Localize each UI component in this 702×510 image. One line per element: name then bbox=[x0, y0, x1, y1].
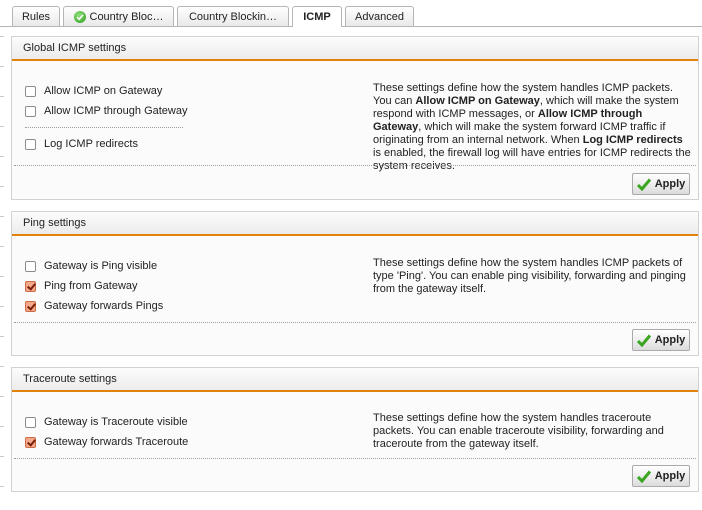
checkbox-box[interactable] bbox=[25, 301, 36, 312]
panel-header bbox=[12, 368, 698, 392]
checkbox-label: Allow ICMP through Gateway bbox=[44, 105, 188, 117]
desc-text: is enabled, the firewall log will have entries for ICMP redirects the system receives. bbox=[373, 147, 691, 172]
panel-title: Global ICMP settings bbox=[23, 42, 127, 54]
checkbox-box[interactable] bbox=[25, 417, 36, 428]
checkbox-label: Gateway is Traceroute visible bbox=[44, 416, 188, 428]
global-icmp-panel bbox=[11, 36, 699, 200]
checkbox-box[interactable] bbox=[25, 437, 36, 448]
ping-settings-panel bbox=[11, 211, 699, 356]
desc-text: , which will make the system forward ICMP traffic if originating from an internal network. When bbox=[373, 121, 666, 146]
checkbox-label: Gateway forwards Traceroute bbox=[44, 436, 189, 448]
tab-advanced[interactable] bbox=[345, 6, 414, 26]
panel-title: Ping settings bbox=[23, 217, 86, 229]
desc-text: These settings define how the system handles ICMP packets. You can bbox=[373, 82, 674, 107]
tab-label: Rules bbox=[21, 10, 51, 23]
panel-divider bbox=[14, 165, 696, 166]
tab-country-blocking-1[interactable] bbox=[63, 6, 174, 26]
ping-description: These settings define how the system handles ICMP packets of type 'Ping'. You can enable ping visibility, forwarding and pinging from the gateway itself. bbox=[373, 257, 686, 295]
tab-rules[interactable] bbox=[12, 6, 60, 26]
checkbox-box[interactable] bbox=[25, 261, 36, 272]
log-icmp-redirects-checkbox[interactable] bbox=[25, 136, 138, 152]
checkbox-label: Ping from Gateway bbox=[44, 280, 138, 292]
panel-divider bbox=[14, 322, 696, 323]
panel-title: Traceroute settings bbox=[23, 373, 117, 385]
allow-icmp-on-gateway-checkbox[interactable] bbox=[25, 83, 162, 99]
apply-label: Apply bbox=[654, 470, 686, 482]
checkbox-box[interactable] bbox=[25, 139, 36, 150]
ping-from-gateway-checkbox[interactable] bbox=[25, 278, 138, 294]
checkbox-label: Gateway is Ping visible bbox=[44, 260, 158, 272]
check-icon bbox=[74, 11, 86, 23]
tab-baseline bbox=[0, 26, 702, 27]
global-apply-button[interactable] bbox=[632, 173, 690, 195]
desc-bold-allow-through: Allow ICMP through Gateway bbox=[373, 108, 643, 133]
gateway-forwards-traceroute-checkbox[interactable] bbox=[25, 434, 188, 450]
gateway-traceroute-visible-checkbox[interactable] bbox=[25, 414, 188, 430]
tab-country-blocking-2[interactable] bbox=[177, 6, 289, 26]
gateway-ping-visible-checkbox[interactable] bbox=[25, 258, 157, 274]
green-check-icon bbox=[637, 178, 651, 191]
tab-label: Country Bloc… bbox=[89, 10, 164, 23]
checkbox-box[interactable] bbox=[25, 106, 36, 117]
checkbox-box[interactable] bbox=[25, 281, 36, 292]
green-check-icon bbox=[637, 334, 651, 347]
checkbox-box[interactable] bbox=[25, 86, 36, 97]
checkbox-label: Gateway forwards Pings bbox=[44, 300, 164, 312]
ping-apply-button[interactable] bbox=[632, 329, 690, 351]
tab-bar bbox=[0, 0, 702, 27]
desc-bold-log-redirects: Log ICMP redirects bbox=[582, 134, 683, 146]
tab-icmp[interactable] bbox=[292, 6, 342, 27]
tab-label: ICMP bbox=[303, 11, 331, 23]
gateway-forwards-pings-checkbox[interactable] bbox=[25, 298, 163, 314]
panel-divider bbox=[14, 458, 696, 459]
desc-text: , which will make the system respond with ICMP messages, or bbox=[373, 95, 679, 120]
tab-label: Country Blockin… bbox=[188, 10, 278, 23]
panel-header bbox=[12, 212, 698, 236]
option-divider bbox=[25, 127, 183, 128]
panel-header bbox=[12, 37, 698, 61]
traceroute-apply-button[interactable] bbox=[632, 465, 690, 487]
green-check-icon bbox=[637, 470, 651, 483]
tab-label: Advanced bbox=[355, 10, 404, 23]
allow-icmp-through-gateway-checkbox[interactable] bbox=[25, 103, 187, 119]
traceroute-description: These settings define how the system handles traceroute packets. You can enable traceroute visibility, forwarding and traceroute from the gateway itself. bbox=[373, 412, 664, 450]
traceroute-settings-panel bbox=[11, 367, 699, 492]
left-gutter bbox=[0, 0, 4, 510]
desc-bold-allow-on: Allow ICMP on Gateway bbox=[415, 95, 540, 107]
global-description bbox=[373, 82, 691, 173]
apply-label: Apply bbox=[654, 334, 686, 346]
checkbox-label: Allow ICMP on Gateway bbox=[44, 85, 163, 97]
apply-label: Apply bbox=[654, 178, 686, 190]
checkbox-label: Log ICMP redirects bbox=[44, 138, 138, 150]
